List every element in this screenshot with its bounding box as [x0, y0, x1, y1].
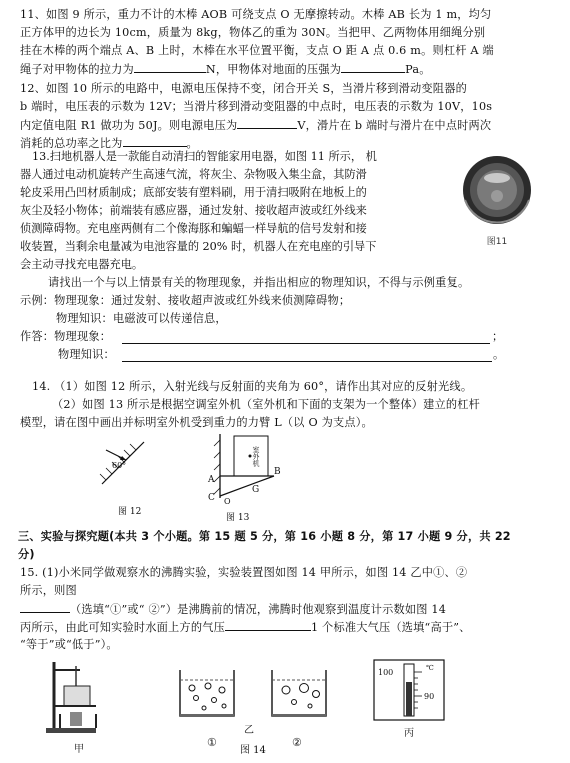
mercury-column — [406, 682, 412, 716]
fig11-caption: 图11 — [486, 237, 508, 247]
q12-line3-text-a: 内定值电阻 R1 做功为 50J。则电源电压为 — [20, 119, 238, 132]
robot-vacuum-figure — [451, 152, 547, 252]
q13-answer-knowledge-label: 物理知识： — [58, 348, 115, 361]
q12-line3 — [20, 116, 552, 135]
figure-14-thermometer — [370, 658, 450, 742]
q13-line: 侦测障碍物。充电座两侧有二个像海豚和蝙蝠一样导航的信号发射和接 — [20, 222, 367, 235]
q13-line: 灰尘及轻小物体；前端装有感应器，通过发射、接收超声波或红外线来 — [20, 204, 367, 217]
figure-14-beaker-1 — [174, 664, 244, 734]
fig14-jia-label: 甲 — [74, 744, 84, 755]
thermo-unit: ℃ — [426, 664, 434, 672]
thermo-label-100: 100 — [378, 668, 394, 677]
fig14-bing-label: 丙 — [404, 728, 414, 739]
q15-line1: 15. (1)小米同学做观察水的沸腾实验，实验装置图如图 14 甲所示，如图 14 乙中①、② — [20, 566, 468, 579]
q12-line4-text-b: 。 — [186, 137, 198, 150]
q12-blank-ratio[interactable] — [123, 134, 187, 147]
q13-passage — [20, 148, 440, 274]
q11-line4 — [20, 60, 552, 79]
q13-example-knowledge: 物理知识：电磁波可以传递信息， — [56, 312, 227, 325]
q12-line2: b 端时，电压表的示数为 12V；当滑片移到滑动变阻器的中点时，电压表的示数为 10V，10s — [20, 100, 493, 113]
fig14-mark-1: ① — [207, 736, 217, 749]
fig14-mark-2: ② — [292, 736, 302, 749]
q15-line3 — [20, 600, 552, 619]
fig13-label-A: A — [208, 475, 215, 485]
q12-line1: 12、如图 10 所示的电路中，电源电压保持不变，闭合开关 S，当滑片移到滑动变阻器的 — [20, 82, 467, 95]
q13-answer-phenomenon-input[interactable] — [122, 342, 490, 344]
q11-blank-pressure[interactable] — [341, 60, 405, 73]
q13-line: 13.扫地机器人是一款能自动清扫的智能家用电器，如图 11 所示， 机 — [32, 150, 377, 163]
q13-line: 器人通过电动机旋转产生高速气流，将灰尘、杂物吸入集尘盒，其防滑 — [20, 168, 367, 181]
q14-line1: 14. （1）如图 12 所示，入射光线与反射面的夹角为 60°，请作出其对应的反射光线。 — [32, 380, 473, 393]
figure-12-reflection — [92, 432, 162, 522]
fig14-caption: 图 14 — [240, 745, 266, 756]
q13-semicolon: ； — [492, 330, 504, 343]
q11-line3: 挂在木棒的两个端点 A、B 上时，木棒在水平位置平衡，支点 O 距 A 点 0.6 m。则杠杆 A 端 — [20, 44, 494, 57]
figure-13-lever-model — [204, 432, 284, 524]
q15-line3-text: （选填“①”或“ ②”）是沸腾前的情况，沸腾时他观察到温度计示数如图 14 — [70, 603, 447, 616]
section3-title: 三、实验与探究题(本共 3 个小题。第 15 题 5 分，第 16 小题 8 分，第 17 小题 9 分，共 22 — [18, 530, 511, 543]
q11-line4-text-b: N，甲物体对地面的压强为 — [205, 63, 342, 76]
fig13-caption: 图 13 — [226, 513, 250, 523]
q15-line2: 所示，则图 — [20, 584, 77, 597]
fig13-label-O: O — [224, 497, 231, 506]
q11-line4-text-c: Pa。 — [405, 63, 431, 76]
q14-line2: （2）如图 13 所示是根据空调室外机（室外机和下面的支架为一个整体）建立的杠杆 — [52, 398, 481, 411]
q15-line4-text-a: 丙所示，由此可知实验时水面上方的气压 — [20, 621, 225, 634]
bracket-diagonal — [220, 476, 274, 496]
q11-line1: 11、如图 9 所示，重力不计的木棒 AOB 可绕支点 O 无摩擦转动。木棒 AB 长为 1 m，均匀 — [20, 8, 492, 21]
q15-line4 — [20, 618, 552, 637]
q13-answer-knowledge-input[interactable] — [122, 360, 492, 362]
q13-line: 会主动寻找充电器充电。 — [20, 258, 144, 271]
q11-blank-force[interactable] — [134, 60, 206, 73]
q15-line4-text-b: 1 个标准大气压（选填“高于”、 — [310, 621, 471, 634]
q13-ask: 请找出一个与以上情景有关的物理现象，并指出相应的物理知识，不得与示例重复。 — [48, 276, 470, 289]
q13-line: 轮皮采用凸凹材质制成；底部安装有塑料刷，用于清扫吸附在地板上的 — [20, 186, 367, 199]
q13-example-phenomenon: 示例：物理现象：通过发射、接收超声波或红外线来侦测障碍物； — [20, 294, 351, 307]
fig12-caption: 图 12 — [118, 507, 142, 517]
q13-answer-phenomenon-label: 作答：物理现象： — [20, 330, 112, 343]
fig14-yi-label: 乙 — [244, 725, 254, 736]
q11-line2: 正方体甲的边长为 10cm，质量为 8kg，物体乙的重为 30N。当把甲、乙两物体用细绳分别 — [20, 26, 486, 39]
q11-line4-text-a: 绳子对甲物体的拉力为 — [20, 63, 134, 76]
fig13-box-label: 室外机 — [252, 446, 260, 467]
q13-line: 收装置，当剩余电量减为电池容量的 20% 时，机器人在充电座的引导下 — [20, 240, 377, 253]
fig12-angle-label: 60° — [112, 461, 127, 470]
thermo-label-90: 90 — [424, 692, 435, 701]
fig13-label-C: C — [208, 493, 215, 503]
q15-blank-figure[interactable] — [20, 600, 70, 613]
figure-14-apparatus — [40, 656, 120, 760]
q12-line4-text-a: 消耗的总功率之比为 — [20, 137, 123, 150]
section3-title-cont: 分) — [18, 548, 35, 561]
q15-blank-pressure[interactable] — [225, 618, 311, 631]
fig13-label-G: G — [252, 485, 260, 495]
q12-line3-text-b: V，滑片在 b 端时与滑片在中点时两次 — [297, 119, 492, 132]
q13-period: 。 — [493, 348, 505, 361]
q14-line3: 模型，请在图中画出并标明室外机受到重力的力臂 L（以 O 为支点）。 — [20, 416, 373, 429]
q12-blank-voltage[interactable] — [237, 116, 297, 129]
figure-14-beaker-2 — [266, 664, 336, 734]
q15-line5: “等于”或“低于”）。 — [20, 638, 118, 651]
fig13-label-B: B — [274, 467, 281, 477]
